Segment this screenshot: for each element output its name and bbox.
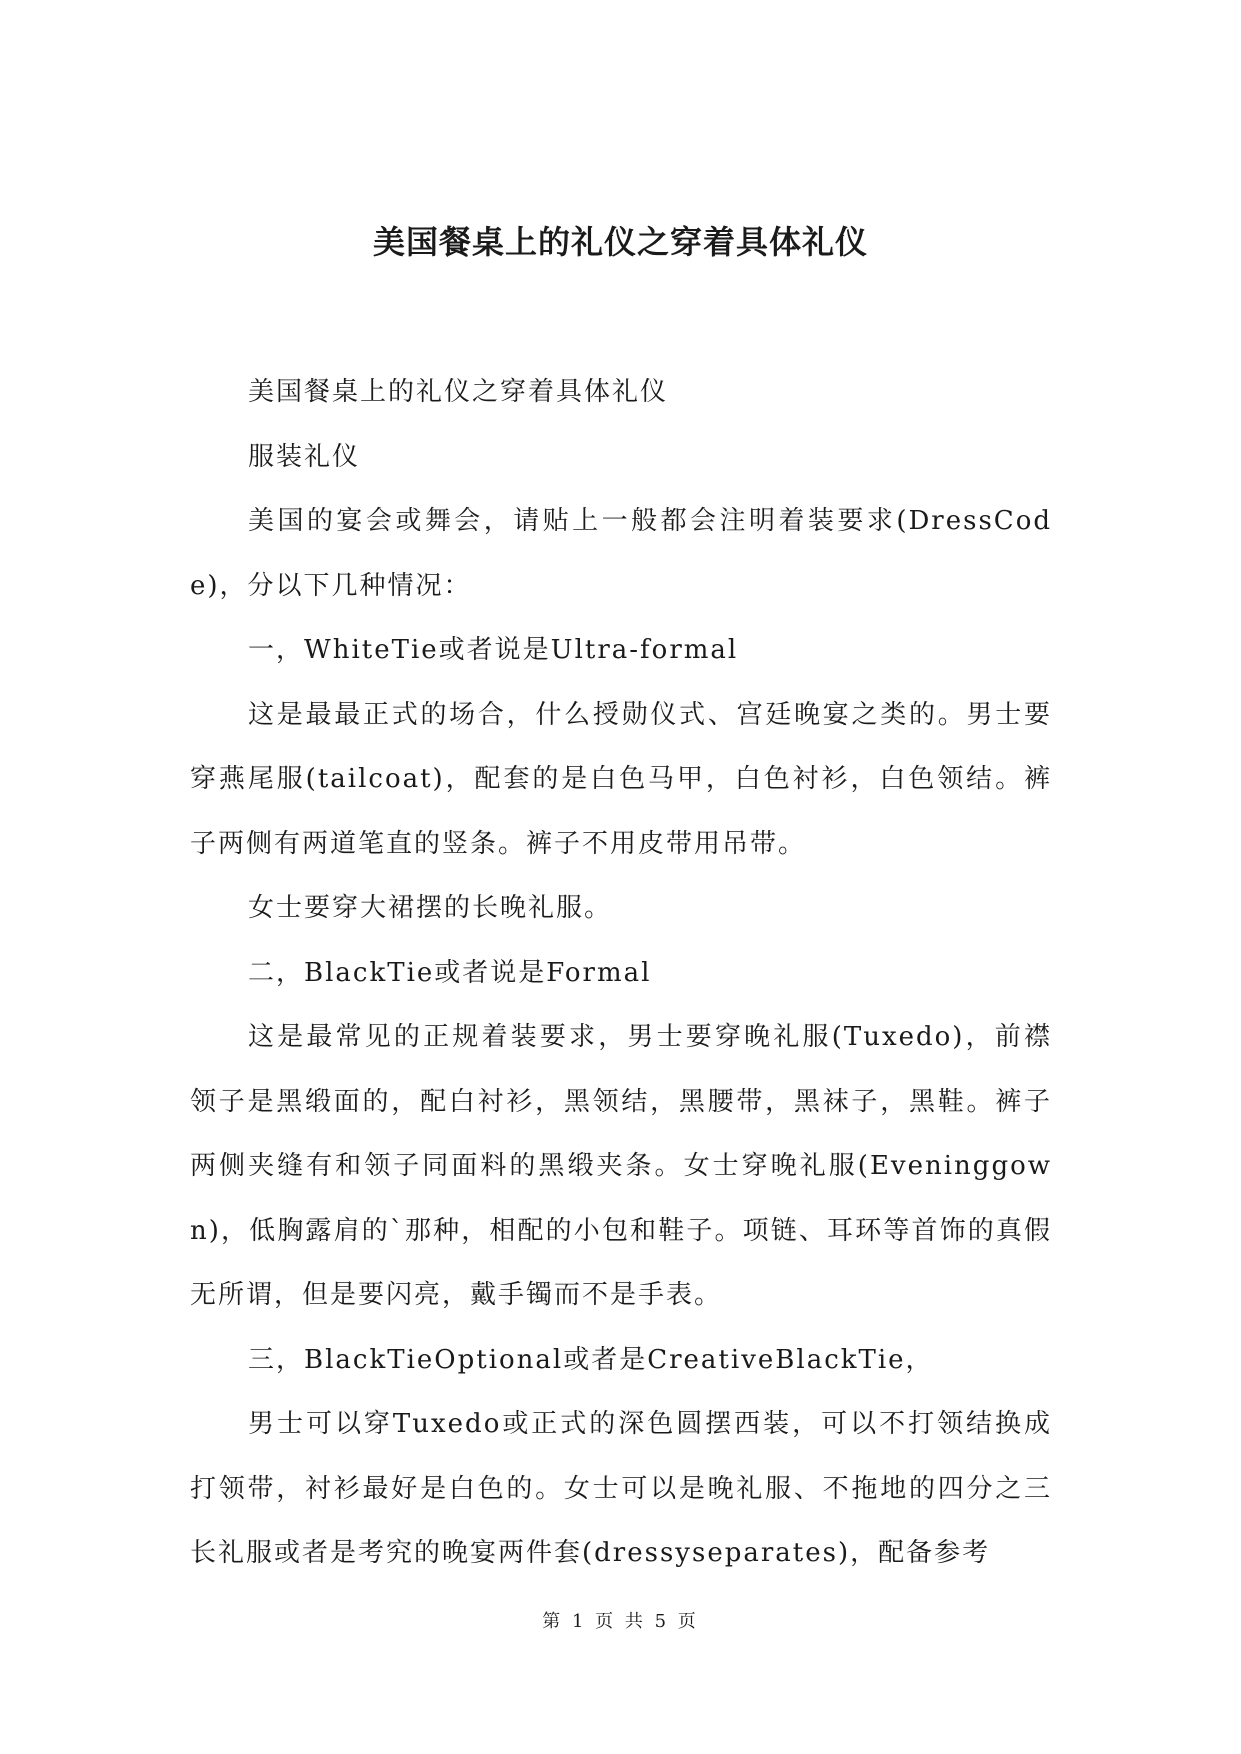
paragraph: 男士可以穿Tuxedo或正式的深色圆摆西装，可以不打领结换成打领带，衬衫最好是白色的。女士可以是晚礼服、不拖地的四分之三长礼服或者是考究的晚宴两件套(dressyseparates)，配备参考 xyxy=(190,1409,1052,1568)
paragraph: 美国的宴会或舞会，请贴上一般都会注明着装要求(DressCode)，分以下几种情况： xyxy=(190,506,1052,601)
paragraph: 二，BlackTie或者说是Formal xyxy=(248,957,652,988)
document-body xyxy=(190,360,1052,1586)
paragraph: 这是最常见的正规着装要求，男士要穿晚礼服(Tuxedo)，前襟领子是黑缎面的，配白衬衫，黑领结，黑腰带，黑袜子，黑鞋。裤子两侧夹缝有和领子同面料的黑缎夹条。女士穿晚礼服(Eveninggown)，低胸露肩的`那种，相配的小包和鞋子。项链、耳环等首饰的真假无所谓，但是要闪亮，戴手镯而不是手表。 xyxy=(190,1022,1052,1310)
page-number-footer: 第 1 页 共 5 页 xyxy=(542,1611,699,1632)
paragraph: 服装礼仪 xyxy=(248,441,361,472)
page-title: 美国餐桌上的礼仪之穿着具体礼仪 xyxy=(372,223,868,261)
paragraph: 这是最最正式的场合，什么授勋仪式、宫廷晚宴之类的。男士要穿燕尾服(tailcoat)，配套的是白色马甲，白色衬衫，白色领结。裤子两侧有两道笔直的竖条。裤子不用皮带用吊带。 xyxy=(190,699,1052,859)
paragraph: 美国餐桌上的礼仪之穿着具体礼仪 xyxy=(248,377,669,407)
paragraph: 三，BlackTieOptional或者是CreativeBlackTie， xyxy=(248,1344,934,1375)
paragraph: 一，WhiteTie或者说是Ultra-formal xyxy=(248,635,739,665)
paragraph: 女士要穿大裙摆的长晚礼服。 xyxy=(248,893,613,923)
